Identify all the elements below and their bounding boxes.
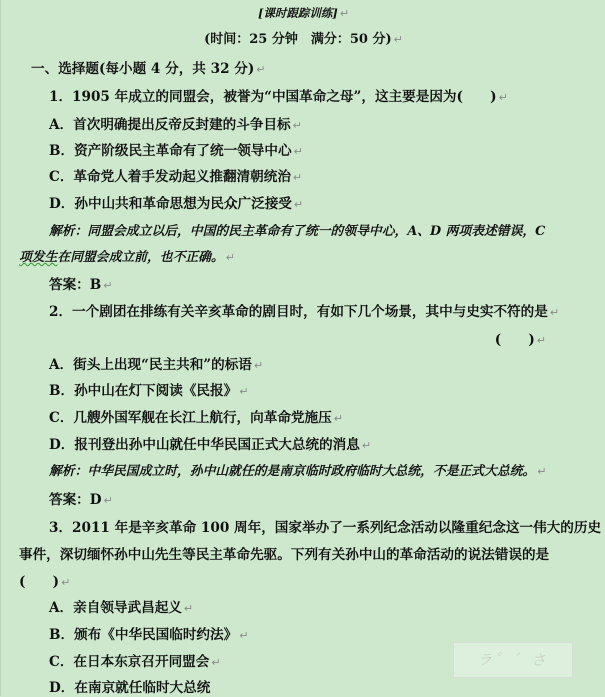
section-title: [课时跟踪训练] ↵	[257, 6, 350, 20]
question-1-stem: 1．1905 年成立的同盟会，被誉为“中国革命之母”，这主要是因为( ) ↵	[49, 89, 508, 105]
question-3-option-a: A．亲自领导武昌起义 ↵	[49, 600, 194, 616]
question-3-option-b: B．颁布《中华民国临时约法》 ↵	[49, 627, 249, 643]
question-2-analysis: 解析：中华民国成立时，孙中山就任的是南京临时政府临时大总统，不是正式大总统。 ↵	[49, 464, 547, 479]
question-1-option-d: D．孙中山共和革命思想为民众广泛接受 ↵	[49, 196, 304, 212]
question-3-option-d: D．在南京就任临时大总统	[49, 680, 211, 696]
question-3-stem-line-2: 事件，深切缅怀孙中山先生等民主革命先驱。下列有关孙中山的革命活动的说法错误的是	[19, 547, 550, 563]
question-2-option-b: B．孙中山在灯下阅读《民报》 ↵	[49, 383, 249, 399]
question-2-option-d: D．报刊登出孙中山就任中华民国正式大总统的消息 ↵	[49, 437, 372, 453]
question-3-option-c: C．在日本东京召开同盟会 ↵	[49, 654, 221, 670]
question-1-analysis: 解析：同盟会成立以后，中国的民主革命有了统一的领导中心，A、D 两项表述错误，C	[49, 224, 546, 239]
question-2-stem: 2．一个剧团在排练有关辛亥革命的剧目时，有如下几个场景，其中与史实不符的是 ↵	[49, 304, 560, 320]
question-3-stem-line-3: ( ) ↵	[19, 574, 71, 590]
question-1-option-b: B．资产阶级民主革命有了统一领导中心 ↵	[49, 143, 303, 159]
watermark-stamp: ラ゜゛さ	[453, 642, 573, 678]
question-3-stem-line-1: 3．2011 年是辛亥革命 100 周年，国家举办了一系列纪念活动以隆重纪念这一伟大的历史	[49, 520, 602, 536]
question-1-answer: 答案：B ↵	[49, 277, 113, 293]
question-1-option-c: C．革命党人着手发动起义推翻清朝统治 ↵	[49, 169, 303, 185]
question-2-option-a: A．街头上出现“民主共和”的标语 ↵	[49, 357, 264, 373]
time-score-info: (时间：25 分钟 满分：50 分) ↵	[204, 32, 403, 47]
question-2-answer: 答案：D ↵	[49, 492, 113, 508]
question-1-option-a: A．首次明确提出反帝反封建的斗争目标 ↵	[49, 117, 302, 133]
question-2-option-c: C．几艘外国军舰在长江上航行，向革命党施压 ↵	[49, 410, 343, 426]
section-heading: 一、选择题(每小题 4 分，共 32 分) ↵	[31, 61, 266, 77]
question-1-analysis-continued: 项发生在同盟会成立前，也不正确。 ↵	[19, 250, 235, 265]
document-page: [课时跟踪训练] ↵ (时间：25 分钟 满分：50 分) ↵ 一、选择题(每小题 4 分，共 32 分) ↵ 1．1905 年成立的同盟会，被誉为“中国革命之母”，这主要是因为( ) ↵ A．首次明确提出反帝反封建的斗争目标 ↵ B．资产阶级民主革命有了统一领导中心 ↵ C．革命党人着手发动起义推翻清朝统治 ↵ D．孙中山共和革命思想为民众广泛接受 ↵ 解析：同盟会成立以后，中国的民主革命有了统一的领导中心，A、D 两项表述错误，C 项发生在同盟会成立前，也不正确。 ↵ 答案：B ↵ 2．一个剧团在排练有关辛亥革命的剧目时，有如下几个场景，其中与史实不符的是 ↵ ( ) ↵ A．街头上出现“民主共和”的标语 ↵ B．孙中山在灯下阅读《民报》 ↵ C．几艘外国军舰在长江上航行，向革命党施压 ↵ D．报刊登出孙中山就任中华民国正式大总统的消息 ↵ 解析：中华民国成立时，孙中山就任的是南京临时政府临时大总统，不是正式大总统。 ↵ 答案：D ↵ 3．2011 年是辛亥革命 100 周年，国家举办了一系列纪念活动以隆重纪念这一伟大的历史 事件，深切缅怀孙中山先生等民主革命先驱。下列有关孙中山的革命活动的说法错误的是 ( ) ↵ A．亲自领导武昌起义 ↵ B．颁布《中华民国临时约法》 ↵ C．在日本东京召开同盟会 ↵ D．在南京就任临时大总统 ラ゜゛さ	[0, 0, 605, 696]
